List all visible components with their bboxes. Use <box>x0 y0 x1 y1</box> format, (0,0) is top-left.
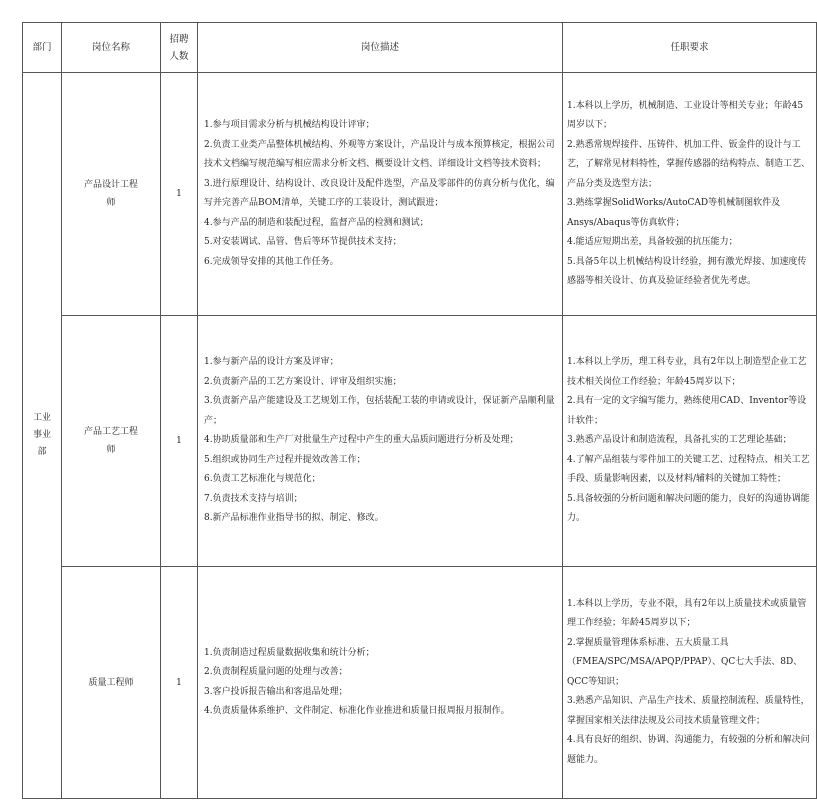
requirement-item: 5.具备较强的分析问题和解决问题的能力，良好的沟通协调能力。 <box>567 493 810 524</box>
requirement-item: 1.本科以上学历，专业不限，具有2年以上质量技术或质量管理工作经验；年龄45周岁以下； <box>567 598 807 629</box>
requirement-item: 2.掌握质量管理体系标准、五大质量工具（FMEA/SPC/MSA/APQP/PPAP）、QC七大手法、8D、QCC等知识； <box>567 637 803 687</box>
requirement-item: 2.熟悉常规焊接件、压铸件、机加工件、钣金件的设计与工艺，了解常见材料特性，掌握传感器的结构特点、制造工艺、产品分类及选型方法； <box>567 139 811 189</box>
position-cell <box>62 73 161 316</box>
position-name: 产品设计工程师 <box>84 180 139 208</box>
requirement-item: 5.具备5年以上机械结构设计经验，拥有激光焊接、加速度传感器等相关设计、仿真及验证经验者优先考虑。 <box>567 256 807 286</box>
description-item: 6.负责工艺标准化与规范化； <box>204 474 321 485</box>
requirement-item: 3.熟悉产品设计和制造流程，具备扎实的工艺理论基础； <box>567 435 792 446</box>
header-row <box>23 23 817 73</box>
description-item: 3.进行原理设计、结构设计、改良设计及配件选型，产品及零部件的仿真分析与优化，编写并完善产品BOM清单，关键工序的工装设计，测试跟进； <box>204 178 555 208</box>
position-name: 产品工艺工程师 <box>84 427 139 455</box>
count-cell: 1 <box>161 73 198 316</box>
requirements-cell <box>563 316 817 567</box>
description-item: 5.组织或协同生产过程并提效改善工作； <box>204 454 366 465</box>
description-item: 2.负责新产品的工艺方案设计、评审及组织实施； <box>204 376 402 387</box>
requirement-item: 1.本科以上学历，机械制造、工业设计等相关专业；年龄45周岁以下； <box>567 100 804 130</box>
requirement-item: 3.熟练掌握SolidWorks/AutoCAD等机械制图软件及Ansys/Abaqus等仿真软件； <box>567 198 781 228</box>
requirement-item: 4.了解产品组装与零件加工的关键工艺、过程特点、相关工艺手段、质量影响因素，以及材料/辅料的关键加工特性； <box>567 454 810 485</box>
position-cell <box>62 316 161 567</box>
table-row <box>23 567 817 799</box>
description-item: 2.负责制程质量问题的处理与改善； <box>204 667 348 677</box>
header-position: 岗位名称 <box>62 23 161 73</box>
description-item: 7.负责技术支持与培训； <box>204 493 303 504</box>
requirements-cell <box>563 73 817 316</box>
count-cell: 1 <box>161 567 198 799</box>
requirements-cell <box>563 567 817 799</box>
department-name: 工业事业部 <box>32 413 51 457</box>
header-dept: 部门 <box>23 23 62 73</box>
table-row <box>23 73 817 316</box>
count-cell: 1 <box>161 316 198 567</box>
position-cell <box>62 567 161 799</box>
description-item: 6.完成领导安排的其他工作任务。 <box>204 256 339 267</box>
header-requirements: 任职要求 <box>563 23 817 73</box>
description-item: 1.负责制造过程质量数据收集和统计分析； <box>204 647 375 658</box>
description-cell <box>198 316 563 567</box>
description-item: 1.参与项目需求分析与机械结构设计评审； <box>204 120 375 130</box>
header-description: 岗位描述 <box>198 23 563 73</box>
description-item: 4.协助质量部和生产厂对批量生产过程中产生的重大品质问题进行分析及处理； <box>204 435 519 446</box>
header-count: 招聘人数 <box>161 23 198 73</box>
description-cell <box>198 73 563 316</box>
description-item: 5.对安装调试、品管、售后等环节提供技术支持； <box>204 237 402 247</box>
requirement-item: 4.能适应短期出差，具备较强的抗压能力； <box>567 237 738 247</box>
description-item: 3.客户投诉报告输出和客退品处理； <box>204 686 348 697</box>
table-row <box>23 316 817 567</box>
description-item: 4.参与产品的制造和装配过程，监督产品的检测和测试； <box>204 217 429 228</box>
position-name: 质量工程师 <box>88 677 134 688</box>
requirement-item: 1.本科以上学历，理工科专业，具有2年以上制造型企业工艺技术相关岗位工作经验；年龄45周岁以下； <box>567 357 807 387</box>
description-item: 1.参与新产品的设计方案及评审； <box>204 357 339 368</box>
description-item: 3.负责新产品产能建设及工艺规划工作，包括装配工装的申请或设计，保证新产品顺利量产； <box>204 396 555 426</box>
description-item: 4.负责质量体系维护、文件制定、标准化作业推进和质量日报周报月报制作。 <box>204 706 510 716</box>
description-item: 8.新产品标准作业指导书的拟、制定、修改。 <box>204 513 384 524</box>
department-cell <box>23 73 62 799</box>
job-table <box>22 22 817 799</box>
requirement-item: 4.具有良好的组织、协调、沟通能力，有较强的分析和解决问题能力。 <box>567 735 810 765</box>
requirement-item: 3.熟悉产品知识、产品生产技术、质量控制流程、质量特性，掌握国家相关法律法规及公司技术质量管理文件； <box>567 696 810 726</box>
description-item: 2.负责工业类产品整体机械结构、外观等方案设计，产品设计与成本预算核定，根据公司技术文档编写规范编写相应需求分析文档、概要设计文档、详细设计文档等技术资料； <box>204 139 555 169</box>
requirement-item: 2.具有一定的文字编写能力，熟练使用CAD、Inventor等设计软件； <box>567 396 807 426</box>
description-cell <box>198 567 563 799</box>
